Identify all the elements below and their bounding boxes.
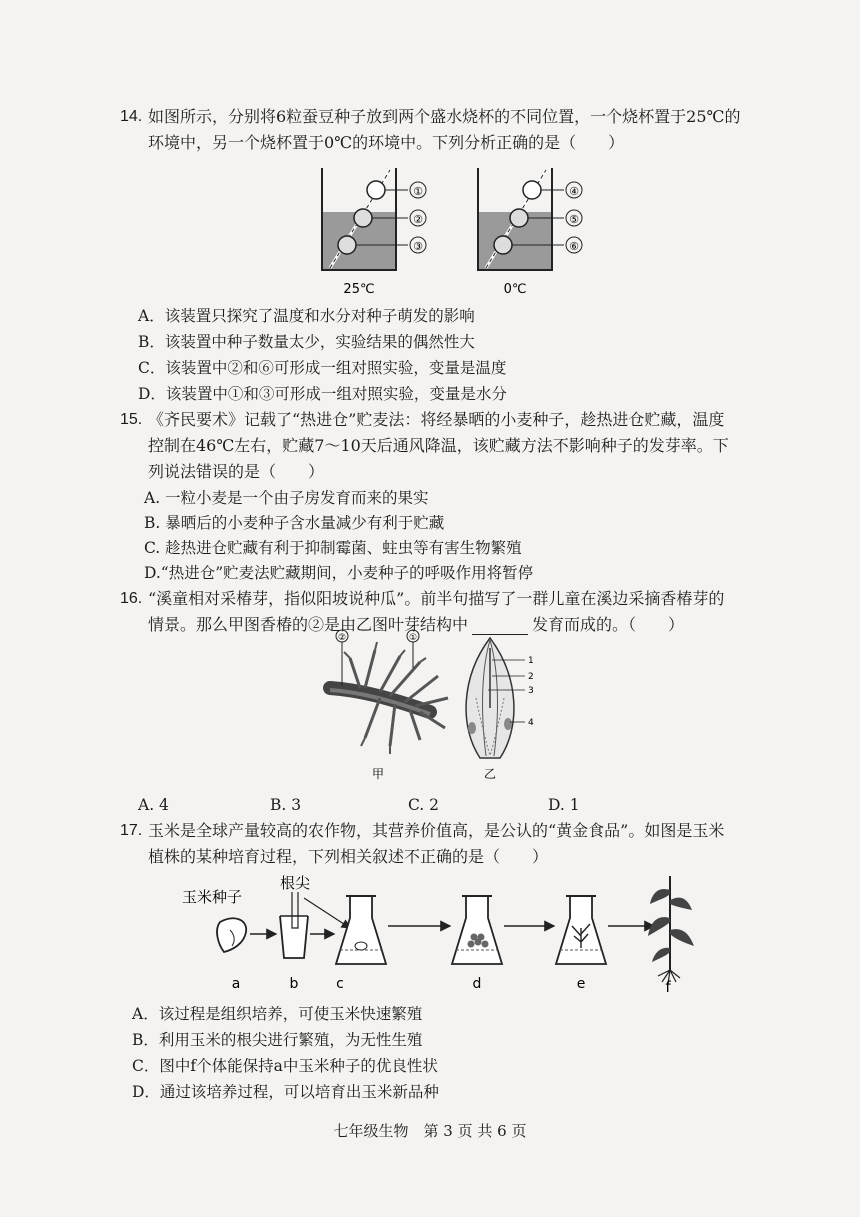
q14-option-d: D．该装置中①和③可形成一组对照实验，变量是水分 [138, 385, 507, 403]
q14-option-b: B．该装置中种子数量太少，实验结果的偶然性大 [138, 333, 475, 351]
q15-option-a: A. 一粒小麦是一个由子房发育而来的果实 [144, 489, 429, 507]
cup-b [280, 916, 308, 958]
jia-label-1: ① [408, 633, 418, 643]
beaker-0c [478, 168, 582, 270]
q16-option-d: D. 1 [548, 796, 580, 814]
yi-label-3: 3 [528, 686, 534, 696]
caption-jia: 甲 [371, 767, 385, 781]
label-6: ⑥ [569, 240, 579, 253]
leaf-bud-section-illustration [466, 638, 525, 758]
step-label-a: a [231, 976, 241, 992]
question-14-number: 14. [120, 108, 143, 125]
step-label-e: e [576, 976, 586, 992]
q17-option-b: B．利用玉米的根尖进行繁殖，为无性生殖 [132, 1031, 423, 1049]
beaker-25c [322, 168, 426, 270]
question-15-line-3: 列说法错误的是（ ） [148, 462, 325, 481]
question-17-line-1: 玉米是全球产量较高的农作物，其营养价值高，是公认的“黄金食品”。如图是玉米 [148, 821, 725, 840]
question-14-line-1: 如图所示，分别将6粒蚕豆种子放到两个盛水烧杯的不同位置，一个烧杯置于25℃的 [148, 107, 741, 126]
q15-option-b: B. 暴晒后的小麦种子含水量减少有利于贮藏 [144, 514, 445, 532]
flask-c [336, 896, 386, 964]
q14-option-a: A．该装置只探究了温度和水分对种子萌发的影响 [138, 307, 475, 325]
toona-branch-illustration [330, 630, 448, 754]
question-15-line-2: 控制在46℃左右，贮藏7～10天后通风降温，该贮藏方法不影响种子的发芽率。下 [148, 436, 729, 455]
label-5: ⑤ [569, 213, 579, 226]
yi-label-2: 2 [528, 672, 534, 682]
corn-plant-f [648, 876, 694, 984]
question-17-line-2: 植株的某种培育过程，下列相关叙述不正确的是（ ） [148, 847, 549, 866]
question-15-line-1: 《齐民要术》记载了“热进仓”贮麦法：将经暴晒的小麦种子，趁热进仓贮藏，温度 [148, 410, 725, 429]
q15-option-c: C. 趁热进仓贮藏有利于抑制霉菌、蛀虫等有害生物繁殖 [144, 539, 522, 557]
step-label-f: f [665, 978, 671, 996]
label-3: ③ [413, 240, 423, 253]
caption-0c: 0℃ [503, 282, 527, 297]
label-2: ② [413, 213, 423, 226]
toona-bud-figure [320, 628, 550, 788]
q17-option-c: C．图中f个体能保持a中玉米种子的优良性状 [132, 1057, 438, 1075]
q17-option-d: D．通过该培养过程，可以培育出玉米新品种 [132, 1083, 439, 1101]
corn-tissue-culture-figure [180, 870, 700, 1000]
label-1: ① [413, 185, 423, 198]
caption-yi: 乙 [483, 767, 497, 781]
jia-label-2: ② [337, 633, 347, 643]
q17-option-a: A．该过程是组织培养，可使玉米快速繁殖 [132, 1005, 423, 1023]
step-label-c: c [336, 976, 344, 992]
question-16-line-1: “溪童相对采椿芽，指似阳坡说种瓜”。前半句描写了一群儿童在溪边采摘香椿芽的 [148, 589, 725, 608]
flask-e [556, 896, 606, 964]
question-16-line-2-start: 情景。那么甲图香椿的②是由乙图叶芽结构中 [148, 615, 469, 634]
q16-option-a: A. 4 [138, 796, 169, 814]
caption-25c: 25℃ [343, 282, 375, 297]
page-footer: 七年级生物 第 3 页 共 6 页 [333, 1122, 527, 1140]
step-label-d: d [472, 976, 482, 992]
question-17-number: 17. [120, 822, 143, 839]
q16-option-c: C. 2 [408, 796, 440, 814]
q14-option-c: C．该装置中②和⑥可形成一组对照实验，变量是温度 [138, 359, 507, 377]
yi-label-4: 4 [528, 718, 534, 728]
question-16-line-2-end: 发育而成的。（ ） [532, 615, 685, 634]
question-16-number: 16. [120, 590, 143, 607]
corn-seed-label: 玉米种子 [182, 888, 243, 906]
label-4: ④ [569, 185, 579, 198]
q16-option-b: B. 3 [270, 796, 302, 814]
step-label-b: b [289, 976, 299, 992]
flask-d [452, 896, 502, 964]
beaker-experiment-figure [300, 160, 620, 300]
root-tip-label: 根尖 [280, 874, 311, 892]
q15-option-d: D.“热进仓”贮麦法贮藏期间，小麦种子的呼吸作用将暂停 [144, 564, 534, 582]
corn-seed-a [217, 918, 246, 952]
question-15-number: 15. [120, 411, 143, 428]
question-14-line-2: 环境中，另一个烧杯置于0℃的环境中。下列分析正确的是（ ） [148, 133, 625, 152]
yi-label-1: 1 [528, 656, 534, 666]
